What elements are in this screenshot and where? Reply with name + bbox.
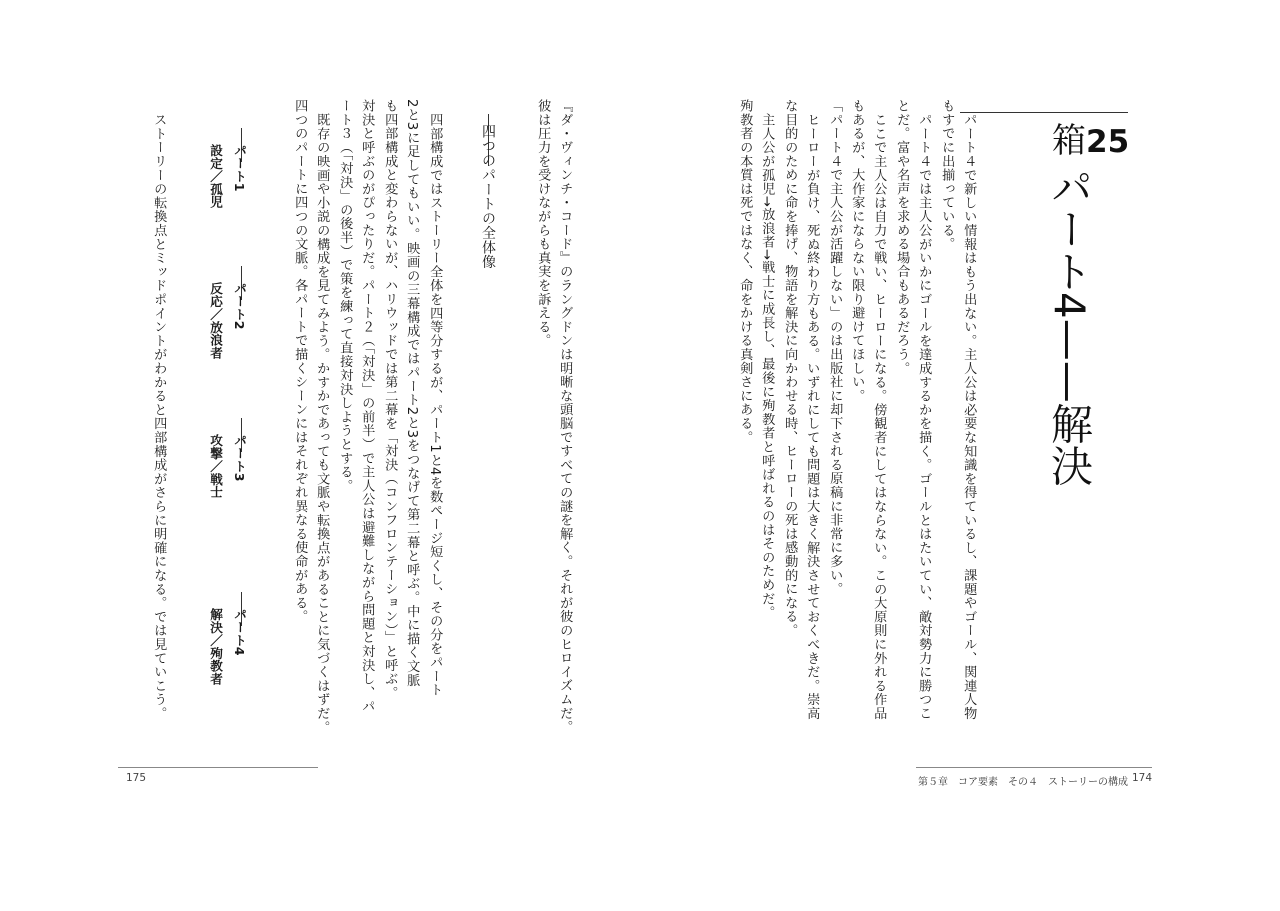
title-rule bbox=[960, 112, 1128, 113]
body-line: 「パート４で主人公が活躍しない」のは出版社に却下される原稿に非常に多い。 bbox=[827, 99, 843, 596]
part-desc: 攻撃／戦士 bbox=[208, 434, 223, 499]
body-line: 対決と呼ぶのがぴったりだ。パート２（「対決」の前半）で主人公は避難しながら問題と対決し、パ bbox=[359, 99, 375, 714]
body-line: 『ダ・ヴィンチ・コード』のラングドンは明晰な頭脳ですべての謎を解く。それが彼のヒロイズムだ。 bbox=[557, 99, 573, 734]
body-line: 既存の映画や小説の構成を見てみよう。かすかであっても文脈や転換点があることに気づくはずだ。 bbox=[314, 113, 330, 734]
body-line: ストーリーの転換点とミッドポイントがわかると四部構成がさらに明確になる。では見ていこう。 bbox=[151, 113, 167, 721]
chapter-number bbox=[1052, 121, 1138, 161]
body-line: もあるが、大作家にならない限り避けてほしい。 bbox=[849, 99, 865, 403]
part-desc: 反応／放浪者 bbox=[208, 282, 223, 360]
part-desc: 設定／孤児 bbox=[208, 144, 223, 209]
part-label: パート4 bbox=[232, 608, 247, 656]
body-line: 殉教者の本質は死ではなく、命をかける真剣さにある。 bbox=[737, 99, 753, 444]
body-line: パート４で新しい情報はもう出ない。主人公は必要な知識を得ているし、課題やゴール、関連人物 bbox=[961, 113, 977, 721]
right-page-number: 174 bbox=[1132, 772, 1153, 784]
body-line: とだ。富や名声を求める場合もあるだろう。 bbox=[894, 99, 910, 375]
box-number: 25 bbox=[1086, 124, 1130, 160]
box-label: 箱 bbox=[1052, 121, 1086, 161]
body-line: 彼は圧力を受けながらも真実を訴える。 bbox=[535, 99, 551, 348]
body-line: パート４では主人公がいかにゴールを達成するかを描く。ゴールとはたいてい、敵対勢力に勝つこ bbox=[916, 113, 932, 721]
part-label: パート2 bbox=[232, 282, 247, 330]
footer-rule-left bbox=[118, 767, 318, 768]
section-title: 四つのパートの全体像 bbox=[480, 124, 496, 269]
body-line: もすでに出揃っている。 bbox=[939, 99, 955, 251]
body-line: ここで主人公は自力で戦い、ヒーローになる。傍観者にしてはならない。この大原則に外れる作品 bbox=[871, 113, 887, 721]
footer-rule-right bbox=[916, 767, 1152, 768]
body-line: 2と3に足してもいい。映画の三幕構成ではパート2と3をつなげて第二幕と呼ぶ。中に描く文脈 bbox=[404, 99, 420, 687]
running-head: 第５章 コア要素 その４ ストーリーの構成 bbox=[918, 777, 1128, 788]
body-line: 四部構成ではストーリー全体を四等分するが、パート1と4を数ページ短くし、その分をパート bbox=[427, 113, 443, 697]
body-line: ヒーローが負け、死ぬ終わり方もある。いずれにしても問題は大きく解決させておくべきだ。崇高 bbox=[804, 113, 820, 721]
body-line: 四つのパートに四つの文脈。各パートで描くシーンにはそれぞれ異なる使命がある。 bbox=[292, 99, 308, 624]
chapter-heading: パート4——解決 bbox=[1045, 166, 1094, 487]
body-line: も四部構成と変わらないが、ハリウッドでは第二幕を「対決（コンフロンテーション）」と呼ぶ。 bbox=[382, 99, 398, 700]
left-page-number: 175 bbox=[126, 772, 147, 784]
body-line: な目的のために命を捧げ、物語を解決に向かわせる時、ヒーローの死は感動的になる。 bbox=[782, 99, 798, 638]
body-line: ート３（「対決」の後半）で策を練って直接対決しようとする。 bbox=[337, 99, 353, 493]
body-line: 主人公が孤児→放浪者→戦士に成長し、最後に殉教者と呼ばれるのはそのためだ。 bbox=[759, 113, 775, 620]
part-label: パート1 bbox=[232, 144, 247, 192]
part-label: パート3 bbox=[232, 434, 247, 482]
part-desc: 解決／殉教者 bbox=[208, 608, 223, 686]
